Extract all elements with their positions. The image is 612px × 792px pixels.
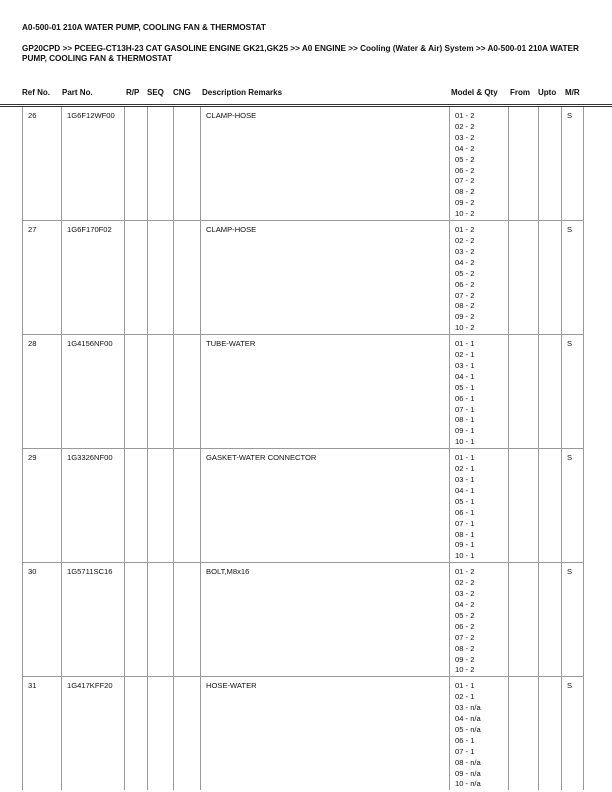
- description-cell: CLAMP-HOSE: [201, 107, 450, 221]
- model-qty-line: 10 - 1: [455, 437, 475, 447]
- model-qty-line: 01 - 1: [455, 453, 475, 463]
- model-qty-line: 07 - 2: [455, 290, 475, 300]
- upto-cell: [539, 563, 562, 677]
- model-qty-line: 09 - 1: [455, 540, 475, 550]
- rp-cell: [125, 563, 148, 677]
- part-number-cell: 1G6F170F02: [62, 221, 125, 335]
- upto-cell: [539, 335, 562, 449]
- model-qty-line: 06 - 2: [455, 279, 475, 289]
- model-qty-line: 10 - 2: [455, 665, 475, 675]
- model-qty-line: 02 - 2: [455, 235, 475, 245]
- model-qty-line: 03 - 2: [455, 589, 475, 599]
- breadcrumb: GP20CPD >> PCEEG-CT13H-23 CAT GASOLINE ENGINE GK21,GK25 >> A0 ENGINE >> Cooling (Water & Air) System >> A0-500-01 210A WATER PUMP, COOLING FAN & THERMOSTAT: [22, 44, 579, 63]
- part-number-cell: 1G5711SC16: [62, 563, 125, 677]
- model-qty-line: 02 - 2: [455, 578, 475, 588]
- table-row: [23, 449, 584, 563]
- upto-cell: [539, 107, 562, 221]
- model-qty-line: 02 - 1: [455, 692, 475, 702]
- from-cell: [509, 335, 539, 449]
- cng-cell: [174, 335, 201, 449]
- cng-cell: [174, 563, 201, 677]
- model-qty-line: 07 - 1: [455, 746, 475, 756]
- description-cell: GASKET-WATER CONNECTOR: [201, 449, 450, 563]
- ref-cell: 26: [23, 107, 62, 221]
- model-qty-line: 02 - 2: [455, 121, 475, 131]
- upto-cell: [539, 677, 562, 791]
- rp-cell: [125, 107, 148, 221]
- model-qty-line: 09 - n/a: [455, 768, 481, 778]
- cng-cell: [174, 677, 201, 791]
- ref-cell: 27: [23, 221, 62, 335]
- seq-cell: [148, 449, 174, 563]
- model-qty-line: 05 - n/a: [455, 724, 481, 734]
- cng-cell: [174, 221, 201, 335]
- col-part: Part No.: [62, 88, 93, 97]
- model-qty-line: 09 - 1: [455, 426, 475, 436]
- part-number-cell: 1G4156NF00: [62, 335, 125, 449]
- seq-cell: [148, 563, 174, 677]
- seq-cell: [148, 335, 174, 449]
- ref-cell: 31: [23, 677, 62, 791]
- model-qty-line: 04 - 2: [455, 599, 475, 609]
- from-cell: [509, 107, 539, 221]
- description-cell: HOSE-WATER: [201, 677, 450, 791]
- mr-cell: S: [562, 335, 584, 449]
- cng-cell: [174, 449, 201, 563]
- model-qty-line: 06 - 1: [455, 507, 475, 517]
- model-qty-line: 05 - 2: [455, 610, 475, 620]
- description-cell: CLAMP-HOSE: [201, 221, 450, 335]
- model-qty-line: 05 - 2: [455, 268, 475, 278]
- seq-cell: [148, 677, 174, 791]
- upto-cell: [539, 221, 562, 335]
- model-qty-line: 08 - 2: [455, 301, 475, 311]
- from-cell: [509, 221, 539, 335]
- model-qty-line: 08 - 1: [455, 415, 475, 425]
- model-qty-cell: [450, 449, 509, 563]
- col-ref: Ref No.: [22, 88, 50, 97]
- part-number-cell: 1G417KFF20: [62, 677, 125, 791]
- model-qty-cell: [450, 335, 509, 449]
- model-qty-line: 03 - n/a: [455, 703, 481, 713]
- mr-cell: S: [562, 221, 584, 335]
- model-qty-line: 04 - n/a: [455, 714, 481, 724]
- description-cell: TUBE-WATER: [201, 335, 450, 449]
- model-qty-line: 06 - 1: [455, 735, 475, 745]
- col-seq: SEQ: [147, 88, 164, 97]
- model-qty-line: 02 - 1: [455, 464, 475, 474]
- model-qty-line: 01 - 1: [455, 339, 475, 349]
- model-qty-line: 03 - 2: [455, 246, 475, 256]
- model-qty-line: 01 - 2: [455, 567, 475, 577]
- model-qty-cell: [450, 107, 509, 221]
- model-qty-line: 05 - 2: [455, 154, 475, 164]
- table-row: [23, 563, 584, 677]
- part-number-cell: 1G3326NF00: [62, 449, 125, 563]
- model-qty-line: 04 - 2: [455, 143, 475, 153]
- col-from: From: [510, 88, 530, 97]
- model-qty-line: 02 - 1: [455, 350, 475, 360]
- col-desc: Description Remarks: [202, 88, 283, 97]
- model-qty-line: 01 - 2: [455, 225, 475, 235]
- model-qty-line: 08 - n/a: [455, 757, 481, 767]
- rp-cell: [125, 221, 148, 335]
- model-qty-line: 03 - 1: [455, 360, 475, 370]
- model-qty-line: 05 - 1: [455, 382, 475, 392]
- model-qty-line: 07 - 1: [455, 404, 475, 414]
- col-upto: Upto: [538, 88, 557, 97]
- model-qty-line: 07 - 1: [455, 518, 475, 528]
- seq-cell: [148, 107, 174, 221]
- col-rp: R/P: [126, 88, 140, 97]
- seq-cell: [148, 221, 174, 335]
- model-qty-line: 01 - 1: [455, 681, 475, 691]
- model-qty-line: 05 - 1: [455, 496, 475, 506]
- rp-cell: [125, 677, 148, 791]
- mr-cell: S: [562, 563, 584, 677]
- part-number-cell: 1G6F12WF00: [62, 107, 125, 221]
- model-qty-cell: [450, 221, 509, 335]
- ref-cell: 30: [23, 563, 62, 677]
- from-cell: [509, 677, 539, 791]
- model-qty-line: 06 - 1: [455, 393, 475, 403]
- model-qty-line: 04 - 2: [455, 257, 475, 267]
- page-title: A0-500-01 210A WATER PUMP, COOLING FAN & THERMOSTAT: [22, 23, 266, 32]
- model-qty-line: 03 - 1: [455, 475, 475, 484]
- ref-cell: 29: [23, 449, 62, 563]
- mr-cell: S: [562, 677, 584, 791]
- model-qty-line: 07 - 2: [455, 632, 475, 642]
- mr-cell: S: [562, 107, 584, 221]
- description-cell: BOLT,M8x16: [201, 563, 450, 677]
- parts-table: [22, 107, 584, 790]
- model-qty-line: 06 - 2: [455, 165, 475, 175]
- model-qty-cell: [450, 563, 509, 677]
- model-qty-line: 08 - 1: [455, 529, 475, 539]
- table-row: [23, 677, 584, 791]
- col-cng: CNG: [173, 88, 191, 97]
- col-mr: M/R: [565, 88, 580, 97]
- model-qty-line: 08 - 2: [455, 187, 475, 197]
- model-qty-line: 10 - 1: [455, 551, 475, 561]
- model-qty-line: 01 - 2: [455, 111, 475, 120]
- model-qty-line: 08 - 2: [455, 643, 475, 653]
- model-qty-line: 04 - 1: [455, 371, 475, 381]
- model-qty-line: 07 - 2: [455, 176, 475, 186]
- table-row: [23, 335, 584, 449]
- model-qty-cell: [450, 677, 509, 791]
- model-qty-line: 09 - 2: [455, 312, 475, 322]
- col-model: Model & Qty: [451, 88, 498, 97]
- rp-cell: [125, 449, 148, 563]
- from-cell: [509, 449, 539, 563]
- table-row: [23, 221, 584, 335]
- model-qty-line: 10 - 2: [455, 323, 475, 333]
- rp-cell: [125, 335, 148, 449]
- model-qty-line: 06 - 2: [455, 621, 475, 631]
- cng-cell: [174, 107, 201, 221]
- upto-cell: [539, 449, 562, 563]
- mr-cell: S: [562, 449, 584, 563]
- model-qty-line: 04 - 1: [455, 485, 475, 495]
- from-cell: [509, 563, 539, 677]
- model-qty-line: 09 - 2: [455, 654, 475, 664]
- table-row: [23, 107, 584, 221]
- model-qty-line: 10 - n/a: [455, 779, 481, 789]
- model-qty-line: 09 - 2: [455, 198, 475, 208]
- model-qty-line: 03 - 2: [455, 132, 475, 142]
- ref-cell: 28: [23, 335, 62, 449]
- model-qty-line: 10 - 2: [455, 209, 475, 219]
